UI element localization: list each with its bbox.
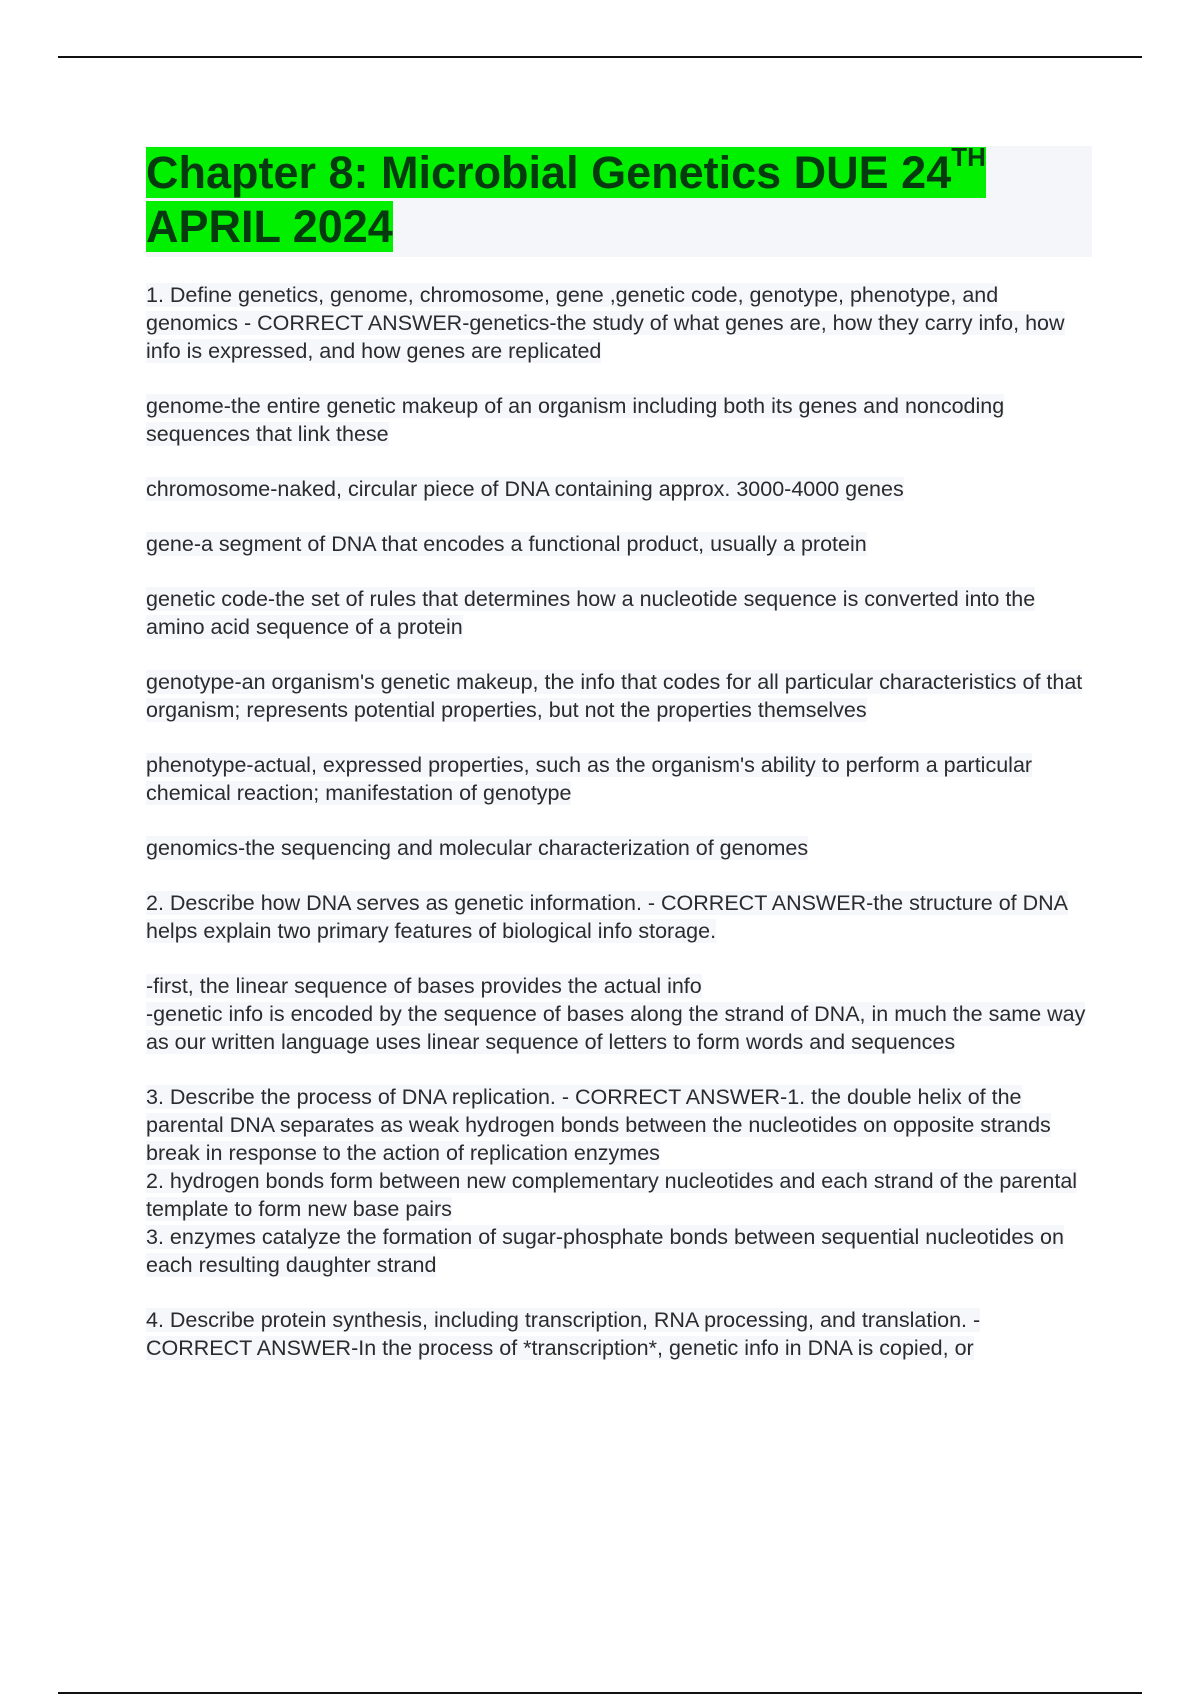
title-superscript: TH — [951, 142, 986, 172]
paragraph — [146, 972, 1092, 1056]
paragraph-text: genome-the entire genetic makeup of an organism including both its genes and noncoding sequences that link these — [146, 394, 1005, 446]
paragraph-text: 4. Describe protein synthesis, including transcription, RNA processing, and translation. - CORRECT ANSWER-In the process of *transcription*, genetic info in DNA is copied, or — [146, 1308, 981, 1360]
paragraph — [146, 668, 1092, 724]
paragraph — [146, 834, 1092, 862]
paragraph-text: genomics-the sequencing and molecular characterization of genomes — [146, 836, 809, 860]
paragraph — [146, 530, 1092, 558]
paragraph-text: phenotype-actual, expressed properties, such as the organism's ability to perform a particular chemical reaction; manifestation of genotype — [146, 753, 1033, 805]
paragraph-text: chromosome-naked, circular piece of DNA containing approx. 3000-4000 genes — [146, 477, 904, 501]
paragraph — [146, 585, 1092, 641]
document-body — [146, 142, 1092, 1389]
title-tail: APRIL 2024 — [146, 201, 393, 252]
paragraph — [146, 889, 1092, 945]
paragraph-text: gene-a segment of DNA that encodes a functional product, usually a protein — [146, 532, 867, 556]
paragraph — [146, 751, 1092, 807]
paragraph-list — [146, 281, 1092, 1362]
title-highlight — [146, 142, 986, 252]
paragraph — [146, 281, 1092, 365]
paragraph-text: genotype-an organism's genetic makeup, the info that codes for all particular characteristics of that organism; represents potential properties, but not the properties themselves — [146, 670, 1083, 722]
paragraph-text: 2. Describe how DNA serves as genetic information. - CORRECT ANSWER-the structure of DNA helps explain two primary features of biological info storage. — [146, 891, 1069, 943]
title-main: Chapter 8: Microbial Genetics DUE 24 — [146, 147, 952, 198]
page-title — [146, 142, 1092, 254]
paragraph-text: -first, the linear sequence of bases provides the actual info -genetic info is encoded by the sequence of bases along the strand of DNA, in much the same way as our written language uses linear sequence of letters to form words and sequences — [146, 974, 1086, 1054]
title-block — [146, 142, 1092, 257]
paragraph-text: genetic code-the set of rules that determines how a nucleotide sequence is converted into the amino acid sequence of a protein — [146, 587, 1036, 639]
paragraph — [146, 475, 1092, 503]
paragraph — [146, 1306, 1092, 1362]
bottom-rule — [58, 1692, 1142, 1694]
paragraph — [146, 392, 1092, 448]
paragraph — [146, 1083, 1092, 1279]
paragraph-text: 3. Describe the process of DNA replication. - CORRECT ANSWER-1. the double helix of the parental DNA separates as weak hydrogen bonds between the nucleotides on opposite strands break in response to the action of replication enzymes 2. hydrogen bonds form between new complementary nucleotides and each strand of the parental template to form new base pairs 3. enzymes catalyze the formation of sugar-phosphate bonds between sequential nucleotides on each resulting daughter strand — [146, 1085, 1078, 1277]
top-rule — [58, 56, 1142, 58]
paragraph-text: 1. Define genetics, genome, chromosome, gene ,genetic code, genotype, phenotype, and genomics - CORRECT ANSWER-genetics-the study of what genes are, how they carry info, how info is expressed, and how genes are replicated — [146, 283, 1065, 363]
